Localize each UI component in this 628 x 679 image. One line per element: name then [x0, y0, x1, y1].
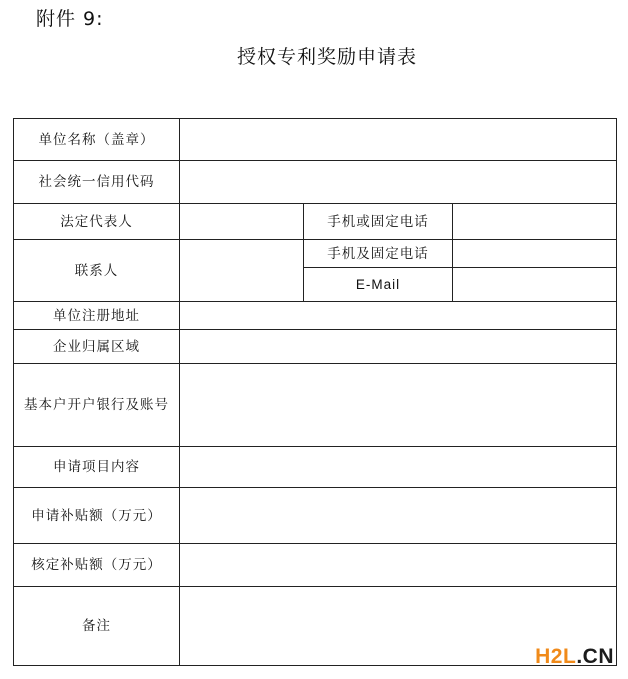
- label-phone-or-landline: 手机或固定电话: [304, 204, 453, 240]
- label-legal-rep: 法定代表人: [14, 204, 180, 240]
- label-credit-code: 社会统一信用代码: [14, 161, 180, 204]
- attachment-label: 附件 9:: [36, 8, 104, 30]
- row-remarks: [14, 587, 617, 666]
- label-region: 企业归属区域: [14, 330, 180, 364]
- row-reg-address: [14, 302, 617, 330]
- watermark-logo: [535, 645, 614, 669]
- watermark-brand-a: H2L: [535, 645, 577, 668]
- field-email[interactable]: [453, 268, 617, 302]
- field-region[interactable]: [180, 330, 617, 364]
- row-credit-code: [14, 161, 617, 204]
- row-unit-name: [14, 119, 617, 161]
- page-title: 授权专利奖励申请表: [236, 46, 417, 68]
- label-phone-and-landline: 手机及固定电话: [304, 240, 453, 268]
- row-legal-rep: [14, 204, 617, 240]
- label-project-content: 申请项目内容: [14, 447, 180, 488]
- field-unit-name[interactable]: [180, 119, 617, 161]
- row-region: [14, 330, 617, 364]
- field-reg-address[interactable]: [180, 302, 617, 330]
- field-project-content[interactable]: [180, 447, 617, 488]
- row-subsidy-approved: [14, 544, 617, 587]
- field-subsidy-requested[interactable]: [180, 488, 617, 544]
- row-project-content: [14, 447, 617, 488]
- watermark-brand-b: .CN: [576, 645, 614, 668]
- field-bank-account[interactable]: [180, 364, 617, 447]
- row-contact: [14, 240, 617, 268]
- row-bank-account: [14, 364, 617, 447]
- label-bank-account: 基本户开户银行及账号: [14, 364, 180, 447]
- field-credit-code[interactable]: [180, 161, 617, 204]
- field-phone-or-landline[interactable]: [453, 204, 617, 240]
- row-subsidy-requested: [14, 488, 617, 544]
- label-unit-name: 单位名称（盖章）: [14, 119, 180, 161]
- label-email: E-Mail: [304, 268, 453, 302]
- field-legal-rep[interactable]: [180, 204, 304, 240]
- label-remarks: 备注: [14, 587, 180, 666]
- field-subsidy-approved[interactable]: [180, 544, 617, 587]
- field-phone-and-landline[interactable]: [453, 240, 617, 268]
- application-form-table: [13, 118, 617, 666]
- label-subsidy-approved: 核定补贴额（万元）: [14, 544, 180, 587]
- label-reg-address: 单位注册地址: [14, 302, 180, 330]
- label-subsidy-requested: 申请补贴额（万元）: [14, 488, 180, 544]
- label-contact: 联系人: [14, 240, 180, 302]
- field-contact[interactable]: [180, 240, 304, 302]
